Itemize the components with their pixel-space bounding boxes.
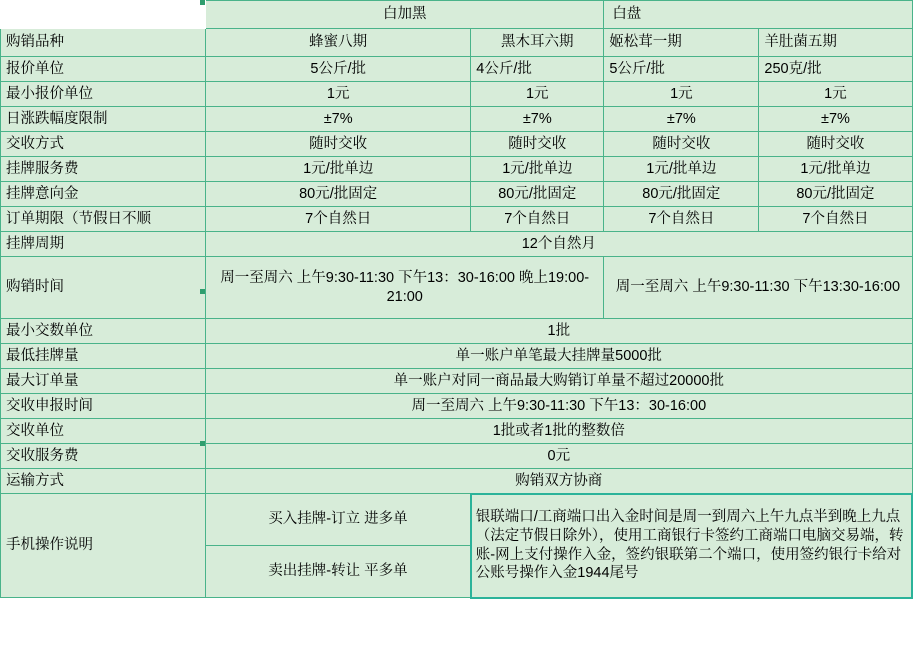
- row-cell: 80元/批固定: [604, 182, 759, 207]
- row-label: 最小报价单位: [1, 82, 206, 107]
- row-cell: 5公斤/批: [604, 57, 759, 82]
- group-header-group1: 白加黑: [206, 1, 604, 29]
- table-row: [1, 494, 913, 546]
- row-cell: 姬松茸一期: [604, 29, 759, 57]
- row-cell: 黑木耳六期: [471, 29, 604, 57]
- table-row: [1, 207, 913, 232]
- mobile-op-sell: 卖出挂牌-转让 平多单: [206, 546, 471, 598]
- row-label: 交收方式: [1, 132, 206, 157]
- row-cell: ±7%: [759, 107, 912, 132]
- row-cell-merged: 周一至周六 上午9:30-11:30 下午13：30-16:00: [206, 394, 912, 419]
- selection-handle-bottom[interactable]: [200, 441, 205, 446]
- row-cell: 1元: [471, 82, 604, 107]
- row-cell: 7个自然日: [604, 207, 759, 232]
- table-row: [1, 419, 913, 444]
- selection-handle-mid[interactable]: [200, 289, 205, 294]
- table-row: [1, 157, 913, 182]
- row-label: 购销时间: [1, 257, 206, 319]
- mobile-op-buy: 买入挂牌-订立 进多单: [206, 494, 471, 546]
- bank-port-note: 银联端口/工商端口出入金时间是周一到周六上午九点半到晚上九点（法定节假日除外），使用工商银行卡签约工商端口电脑交易端，转账-网上支付操作入金，签约银联第二个端口，使用签约银行卡给对公账号操作入金1944尾号: [471, 494, 912, 598]
- row-cell-merged: 0元: [206, 444, 912, 469]
- row-label: 手机操作说明: [1, 494, 206, 598]
- row-label: 购销品种: [1, 29, 206, 57]
- row-cell: 1元/批单边: [206, 157, 471, 182]
- row-cell-merged: 1批或者1批的整数倍: [206, 419, 912, 444]
- row-cell: 250克/批: [759, 57, 912, 82]
- row-label: 交收单位: [1, 419, 206, 444]
- table-row: [1, 57, 913, 82]
- table-row: [1, 319, 913, 344]
- row-cell: 随时交收: [604, 132, 759, 157]
- row-label: 交收申报时间: [1, 394, 206, 419]
- row-cell: 随时交收: [471, 132, 604, 157]
- row-label: 订单期限（节假日不顺: [1, 207, 206, 232]
- trading-hours-left: 周一至周六 上午9:30-11:30 下午13：30-16:00 晚上19:00-21:00: [206, 257, 604, 319]
- row-cell-merged: 单一账户对同一商品最大购销订单量不超过20000批: [206, 369, 912, 394]
- row-cell: 80元/批固定: [759, 182, 912, 207]
- row-label: 挂牌服务费: [1, 157, 206, 182]
- table-row: [1, 182, 913, 207]
- row-cell-merged: 1批: [206, 319, 912, 344]
- row-cell: 羊肚菌五期: [759, 29, 912, 57]
- row-cell: 1元/批单边: [759, 157, 912, 182]
- table-row: [1, 82, 913, 107]
- row-cell: 80元/批固定: [206, 182, 471, 207]
- table-row: [1, 394, 913, 419]
- row-cell: 4公斤/批: [471, 57, 604, 82]
- table-row: [1, 444, 913, 469]
- row-cell: 5公斤/批: [206, 57, 471, 82]
- row-cell: ±7%: [206, 107, 471, 132]
- row-cell: ±7%: [471, 107, 604, 132]
- table-row: [1, 469, 913, 494]
- table-row: [1, 107, 913, 132]
- table-row: [1, 344, 913, 369]
- row-cell: ±7%: [604, 107, 759, 132]
- row-label: 日涨跌幅度限制: [1, 107, 206, 132]
- row-cell: 蜂蜜八期: [206, 29, 471, 57]
- table-row: [1, 369, 913, 394]
- row-cell: 80元/批固定: [471, 182, 604, 207]
- table-row: [1, 257, 913, 319]
- table-row: [1, 132, 913, 157]
- group-header-row: [1, 1, 913, 29]
- row-cell-merged: 单一账户单笔最大挂牌量5000批: [206, 344, 912, 369]
- table-row: [1, 29, 913, 57]
- row-label: 挂牌意向金: [1, 182, 206, 207]
- group-header-group2: 白盘: [604, 1, 912, 29]
- group-header-blank: [1, 1, 206, 29]
- row-label: 挂牌周期: [1, 232, 206, 257]
- row-cell: 1元: [604, 82, 759, 107]
- row-cell: 7个自然日: [471, 207, 604, 232]
- table-row: [1, 232, 913, 257]
- row-cell: 1元: [206, 82, 471, 107]
- selection-handle-top[interactable]: [200, 0, 205, 5]
- row-label: 最大订单量: [1, 369, 206, 394]
- row-label: 最低挂牌量: [1, 344, 206, 369]
- row-label: 交收服务费: [1, 444, 206, 469]
- row-cell: 7个自然日: [206, 207, 471, 232]
- row-label: 最小交数单位: [1, 319, 206, 344]
- row-label: 运输方式: [1, 469, 206, 494]
- trading-hours-right: 周一至周六 上午9:30-11:30 下午13:30-16:00: [604, 257, 912, 319]
- row-cell: 7个自然日: [759, 207, 912, 232]
- row-label: 报价单位: [1, 57, 206, 82]
- row-cell: 随时交收: [759, 132, 912, 157]
- row-cell-merged: 12个自然月: [206, 232, 912, 257]
- row-cell: 1元/批单边: [471, 157, 604, 182]
- row-cell: 1元/批单边: [604, 157, 759, 182]
- row-cell: 1元: [759, 82, 912, 107]
- row-cell: 随时交收: [206, 132, 471, 157]
- row-cell-merged: 购销双方协商: [206, 469, 912, 494]
